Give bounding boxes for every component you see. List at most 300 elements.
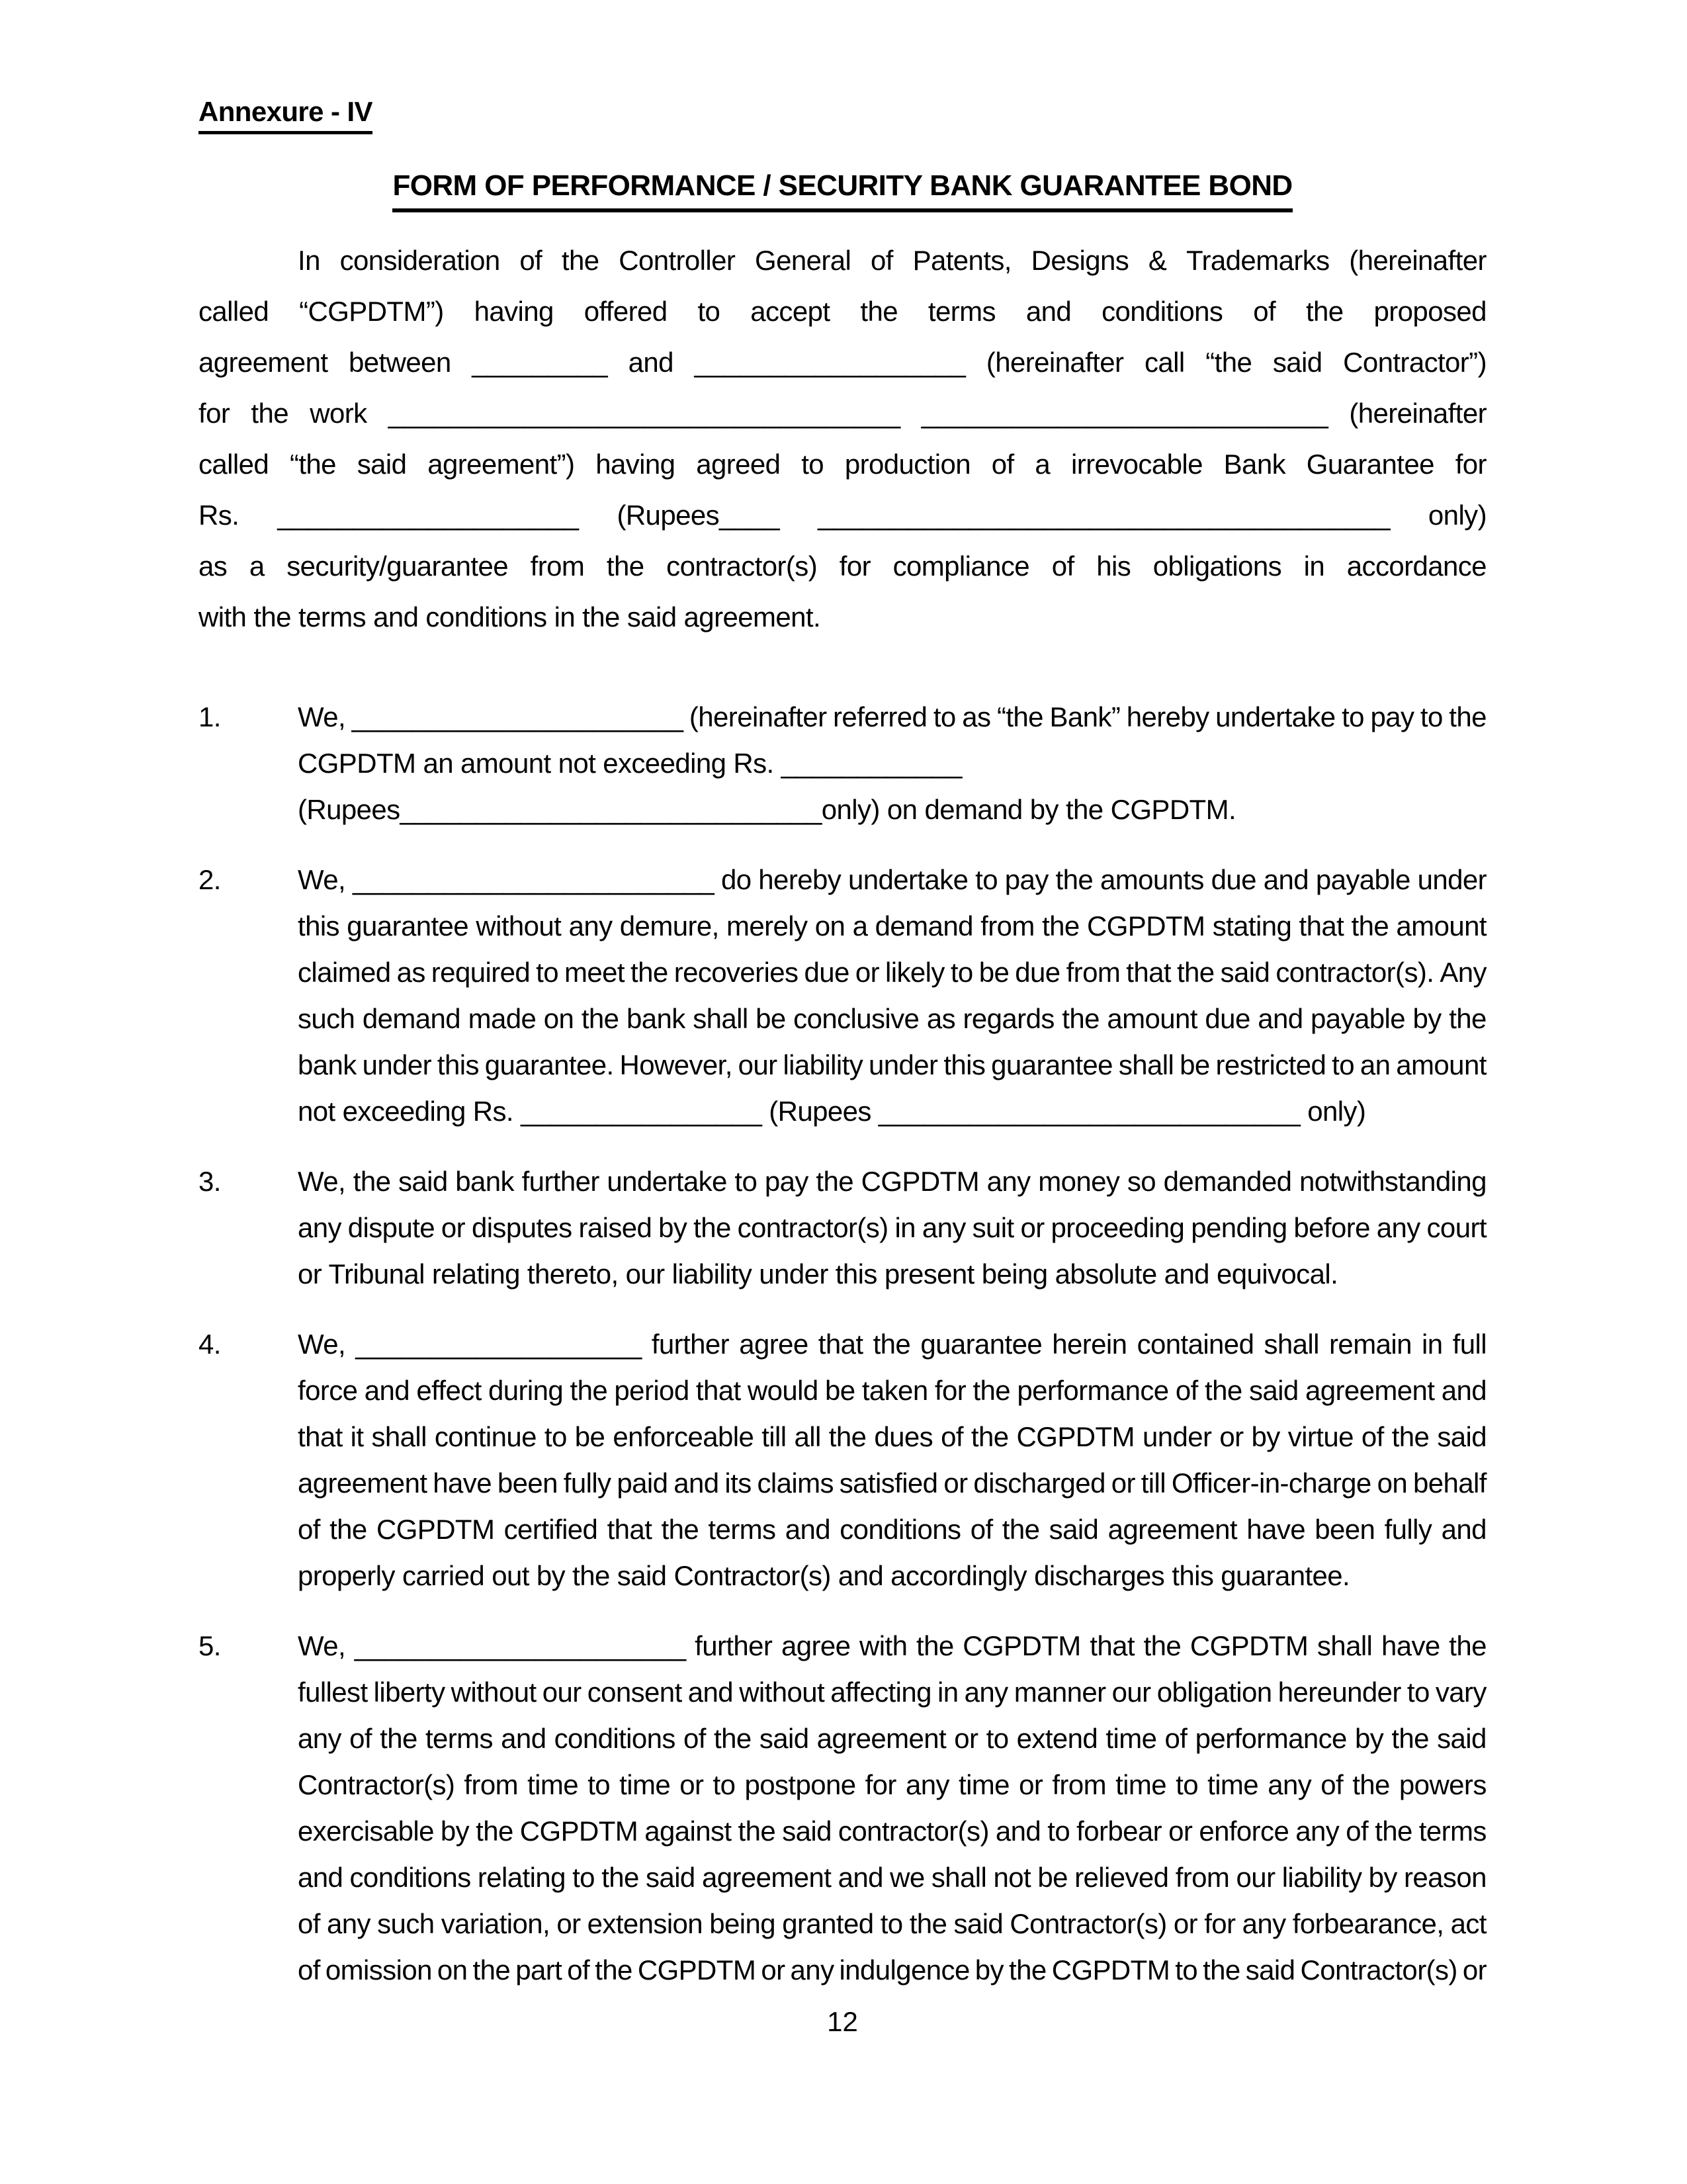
word-token: conclusive	[793, 1003, 920, 1034]
word-token: between	[349, 347, 451, 378]
word-token: as	[198, 550, 228, 582]
word-token: further	[695, 1630, 773, 1661]
word-token: time	[1115, 1769, 1167, 1800]
word-token: the	[1375, 1815, 1412, 1847]
blank-underline: ______________________	[351, 701, 683, 732]
word-token: (hereinafter	[1349, 398, 1487, 429]
text-line: (Rupees____________________________only) on demand by the CGPDTM.	[298, 794, 1236, 825]
word-token: contractor(s).	[1276, 957, 1434, 988]
word-token: to	[1406, 1677, 1430, 1708]
word-token: said	[1437, 1421, 1487, 1452]
numbered-item	[198, 1158, 1487, 1297]
word-token: the	[606, 550, 644, 582]
word-token: to	[975, 864, 998, 895]
word-token: this	[943, 1049, 986, 1080]
annexure-label-text: Annexure - IV	[198, 97, 372, 134]
text-line: not exceeding Rs. ________________ (Rupees ____________________________ only)	[298, 1096, 1366, 1127]
word-token: agreement	[701, 1862, 832, 1893]
document-title	[198, 169, 1487, 212]
word-token: or	[1462, 1954, 1487, 1986]
word-token: the	[1002, 1514, 1040, 1545]
word-token: CGPDTM	[1086, 910, 1205, 941]
word-token: remain	[1329, 1329, 1412, 1360]
word-token: on	[814, 910, 845, 941]
word-token: the	[1176, 957, 1215, 988]
text-line	[298, 1947, 1487, 1993]
word-token: powers	[1399, 1769, 1487, 1800]
word-token: said	[953, 1908, 1004, 1939]
word-token: be	[1037, 1862, 1068, 1893]
word-token: said	[646, 1862, 695, 1893]
word-token: to	[572, 1862, 595, 1893]
word-token: act	[1450, 1908, 1487, 1939]
word-token: behalf	[1412, 1467, 1487, 1499]
word-token: shall	[931, 1862, 987, 1893]
word-token: called	[198, 296, 269, 327]
word-token: the	[1351, 910, 1389, 941]
text-line: properly carried out by the said Contractor(s) and accordingly discharges this guarantee.	[298, 1560, 1350, 1591]
word-token: of	[298, 1514, 320, 1545]
blank-underline: ______________________________________	[818, 500, 1390, 531]
word-token: in	[937, 1677, 959, 1708]
word-token: &	[1148, 245, 1167, 276]
word-token: agree	[739, 1329, 808, 1360]
word-token: to	[950, 957, 973, 988]
word-token: the	[828, 1421, 867, 1452]
word-token: virtue	[1287, 1421, 1354, 1452]
word-token: for	[934, 1375, 967, 1406]
word-token: or	[855, 957, 879, 988]
word-token: the	[738, 1815, 776, 1847]
word-token: conditions	[840, 1514, 961, 1545]
blank-underline: ___________________________	[921, 398, 1328, 429]
word-token: have	[433, 1467, 492, 1499]
word-token: CGPDTM	[1190, 1630, 1309, 1661]
word-token: agreement	[1107, 1514, 1238, 1545]
word-token: enforceable	[613, 1421, 754, 1452]
intro-paragraph	[198, 235, 1487, 642]
word-token: taken	[861, 1375, 928, 1406]
text-line	[198, 388, 1487, 439]
text-line: CGPDTM an amount not exceeding Rs. ____________	[298, 748, 962, 779]
word-token: agree	[781, 1630, 851, 1661]
word-token: to	[536, 957, 558, 988]
word-token: of	[970, 1514, 993, 1545]
blank-underline: __________________________________	[388, 398, 900, 429]
word-token: Designs	[1031, 245, 1129, 276]
word-token: meet	[564, 957, 625, 988]
word-token: said	[1248, 1375, 1299, 1406]
word-token: said	[1437, 1723, 1487, 1754]
word-token: been	[497, 1467, 558, 1499]
blank-underline: __________________	[694, 347, 966, 378]
word-token: to	[1332, 1049, 1354, 1080]
word-token: so	[1127, 1166, 1156, 1197]
page-number: 12	[827, 2006, 858, 2037]
word-token: bank	[298, 1049, 357, 1080]
word-token: hereunder	[1277, 1677, 1401, 1708]
word-token: amount	[1107, 1003, 1197, 1034]
word-token: on	[437, 1954, 468, 1986]
word-token: CGPDTM	[963, 1630, 1081, 1661]
word-token: to	[801, 449, 824, 480]
word-token: as	[926, 1003, 955, 1034]
word-token: shall	[693, 1003, 748, 1034]
word-token: the	[380, 1723, 417, 1754]
blank-underline: ______________________	[354, 1630, 686, 1661]
word-token: Bank	[1223, 449, 1285, 480]
word-token: the	[595, 1954, 632, 1986]
word-token: the	[1305, 296, 1344, 327]
word-token: stating	[1212, 910, 1292, 941]
word-token: having	[474, 296, 554, 327]
word-token: agreement	[816, 1723, 947, 1754]
numbered-item	[198, 1623, 1487, 1993]
text-line	[198, 337, 1487, 388]
word-token: security/guarantee	[286, 550, 508, 582]
word-token: CGPDTM	[1051, 1954, 1170, 1986]
text-line	[298, 1716, 1487, 1762]
word-token: liability	[1281, 1862, 1362, 1893]
annexure-label	[198, 97, 1487, 134]
word-token: affecting	[830, 1677, 931, 1708]
text-line	[298, 1855, 1487, 1901]
word-token: to	[1047, 1815, 1070, 1847]
word-token: guarantee	[920, 1329, 1043, 1360]
word-token: of	[1175, 1375, 1198, 1406]
word-token: CGPDTM	[376, 1514, 495, 1545]
word-token: and	[687, 1677, 734, 1708]
word-token: and	[1263, 864, 1309, 895]
text-line	[298, 949, 1487, 996]
word-token: However,	[619, 1049, 732, 1080]
word-token: any	[568, 910, 613, 941]
word-token: forbear	[1076, 1815, 1162, 1847]
word-token: any	[1376, 1212, 1420, 1243]
blank-underline: ________________________	[352, 864, 714, 895]
word-token: irrevocable	[1071, 449, 1203, 480]
word-token: under	[869, 1049, 938, 1080]
word-token: (Rupees____	[617, 500, 780, 531]
word-token: be	[1180, 1049, 1210, 1080]
word-token: Bank”	[1049, 701, 1121, 732]
word-token: the	[1391, 1723, 1429, 1754]
word-token: the	[816, 1166, 853, 1197]
word-token: in	[1421, 1329, 1443, 1360]
word-token: court	[1426, 1212, 1487, 1243]
word-token: be	[978, 957, 1010, 988]
word-token: to	[697, 296, 720, 327]
word-token: called	[198, 449, 269, 480]
word-token: Guarantee	[1306, 449, 1434, 480]
word-token: certified	[503, 1514, 598, 1545]
text-line	[298, 1762, 1487, 1808]
word-token: made	[468, 1003, 537, 1034]
word-token: said	[782, 1815, 832, 1847]
word-token: raised	[578, 1212, 652, 1243]
word-token: pending	[1191, 1212, 1287, 1243]
numbered-item	[198, 857, 1487, 1135]
word-token: consideration	[339, 245, 500, 276]
word-token: having	[595, 449, 675, 480]
word-token: contractor(s)	[838, 1815, 989, 1847]
word-token: under	[362, 1049, 431, 1080]
word-token: during	[488, 1375, 564, 1406]
word-token: performance	[1195, 1723, 1347, 1754]
word-token: on	[1377, 1467, 1408, 1499]
word-token: his	[1096, 550, 1131, 582]
word-token: said	[357, 449, 407, 480]
word-token: said	[1049, 1514, 1099, 1545]
word-token: for	[865, 1769, 896, 1800]
word-token: (hereinafter	[986, 347, 1124, 378]
text-line	[298, 1368, 1487, 1414]
numbered-item	[198, 694, 1487, 833]
word-token: obligations	[1152, 550, 1281, 582]
word-token: further	[521, 1166, 599, 1197]
word-token: shall	[371, 1421, 427, 1452]
word-token: (hereinafter	[689, 701, 827, 732]
word-token: extension	[587, 1908, 703, 1939]
word-token: shall	[1317, 1630, 1373, 1661]
word-token: our	[542, 1677, 582, 1708]
word-token: the	[693, 1212, 731, 1243]
word-token: terms	[928, 296, 996, 327]
word-token: the	[1143, 1630, 1182, 1661]
word-token: liability	[783, 1049, 863, 1080]
word-token: relating	[477, 1862, 566, 1893]
word-token: by	[1354, 1723, 1384, 1754]
word-token: the	[570, 1375, 608, 1406]
word-token: the	[1042, 910, 1080, 941]
word-token: continue	[434, 1421, 537, 1452]
word-token: or	[1168, 1815, 1193, 1847]
word-token: exercisable	[298, 1815, 434, 1847]
blank-underline: ____________________	[277, 500, 579, 531]
word-token: the	[601, 1862, 639, 1893]
word-token: Any	[1440, 957, 1487, 988]
word-token: guarantee	[991, 1049, 1113, 1080]
text-line	[198, 541, 1487, 591]
word-token: to	[734, 1166, 757, 1197]
word-token: said	[759, 1723, 809, 1754]
word-token: any	[327, 1908, 370, 1939]
word-token: guarantee	[347, 910, 469, 941]
word-token: of	[1164, 1723, 1188, 1754]
word-token: be	[824, 1375, 855, 1406]
word-token: CGPDTM	[637, 1954, 756, 1986]
word-token: postpone	[744, 1769, 856, 1800]
word-token: have	[1381, 1630, 1440, 1661]
word-token: or	[1219, 1421, 1244, 1452]
word-token: to	[587, 1769, 611, 1800]
document-title-text: FORM OF PERFORMANCE / SECURITY BANK GUARANTEE BOND	[392, 169, 1292, 212]
item-number: 1.	[198, 701, 221, 732]
word-token: be	[574, 1421, 605, 1452]
word-token: and	[1258, 1003, 1303, 1034]
word-token: of	[298, 1908, 320, 1939]
word-token: a	[1035, 449, 1051, 480]
word-token: demand	[362, 1003, 461, 1034]
word-token: said	[1245, 1954, 1295, 1986]
word-token: effect	[416, 1375, 482, 1406]
word-token: referred	[833, 701, 928, 732]
word-token: any	[298, 1723, 341, 1754]
word-token: satisfied	[839, 1467, 938, 1499]
word-token: Controller	[619, 245, 736, 276]
word-token: of	[683, 1723, 706, 1754]
word-token: variation,	[441, 1908, 550, 1939]
word-token: conditions	[554, 1723, 675, 1754]
text-line	[298, 1205, 1487, 1251]
word-token: Rs.	[198, 500, 239, 531]
word-token: said	[1220, 957, 1270, 988]
word-token: claims	[757, 1467, 834, 1499]
word-token: to	[1175, 1954, 1198, 1986]
word-token: proposed	[1373, 296, 1487, 327]
numbered-items	[198, 694, 1487, 1993]
word-token: the	[1203, 1954, 1240, 1986]
word-token: We,	[298, 1630, 346, 1661]
word-token: agreement”)	[427, 449, 575, 480]
word-token: fullest	[298, 1677, 368, 1708]
word-token: enforce	[1199, 1815, 1289, 1847]
word-token: accept	[750, 296, 830, 327]
word-token: any	[922, 1212, 966, 1243]
word-token: discharged	[973, 1467, 1105, 1499]
text-line	[298, 1321, 1487, 1368]
word-token: CGPDTM	[861, 1166, 980, 1197]
text-line	[198, 439, 1487, 490]
word-token: to	[713, 1769, 736, 1800]
word-token: and	[298, 1862, 343, 1893]
word-token: before	[1293, 1212, 1370, 1243]
word-token: to	[1342, 701, 1364, 732]
word-token: undertake	[847, 864, 969, 895]
word-token: Trademarks	[1186, 245, 1330, 276]
word-token: the	[472, 1954, 511, 1986]
item-number: 2.	[198, 864, 221, 895]
word-token: to	[1176, 1769, 1198, 1800]
word-token: an	[1360, 1049, 1391, 1080]
word-token: that	[1299, 910, 1344, 941]
item-number: 4.	[198, 1329, 221, 1360]
word-token: to	[544, 1421, 567, 1452]
word-token: and	[501, 1723, 546, 1754]
word-token: offered	[584, 296, 668, 327]
word-token: amounts	[1100, 864, 1204, 895]
word-token: against	[644, 1815, 732, 1847]
text-line	[198, 235, 1487, 286]
word-token: or	[1019, 1769, 1043, 1800]
word-token: of	[991, 449, 1014, 480]
word-token: of	[871, 245, 893, 276]
word-token: fully	[1384, 1514, 1432, 1545]
word-token: of	[567, 1954, 590, 1986]
word-token: agreement	[198, 347, 328, 378]
word-token: reason	[1404, 1862, 1487, 1893]
word-token: further	[651, 1329, 730, 1360]
text-line	[298, 903, 1487, 949]
word-token: its	[724, 1467, 752, 1499]
word-token: the	[1449, 1630, 1487, 1661]
word-token: the	[909, 1908, 947, 1939]
word-token: “the	[996, 701, 1043, 732]
word-token: part	[515, 1954, 562, 1986]
word-token: the	[561, 245, 599, 276]
word-token: been	[1315, 1514, 1375, 1545]
word-token: the	[630, 957, 668, 988]
word-token: the	[476, 1815, 513, 1847]
word-token: any	[790, 1954, 834, 1986]
word-token: amount	[1396, 1049, 1487, 1080]
word-token: shall	[1118, 1049, 1174, 1080]
word-token: that	[1126, 957, 1171, 988]
word-token: due	[1205, 1003, 1250, 1034]
word-token: would	[747, 1375, 818, 1406]
word-token: accordance	[1346, 550, 1487, 582]
word-token: and	[1441, 1375, 1487, 1406]
word-token: any	[986, 1166, 1031, 1197]
word-token: due	[1211, 864, 1256, 895]
word-token: to	[1420, 701, 1443, 732]
word-token: from	[980, 910, 1035, 941]
text-line	[298, 1808, 1487, 1855]
word-token: obligation	[1156, 1677, 1272, 1708]
word-token: by	[1251, 1421, 1280, 1452]
word-token: of	[349, 1723, 372, 1754]
word-token: compliance	[892, 550, 1030, 582]
word-token: and	[364, 1375, 410, 1406]
word-token: Contractor(s)	[1010, 1908, 1167, 1939]
text-line: with the terms and conditions in the said agreement.	[198, 601, 821, 633]
word-token: bank	[455, 1166, 514, 1197]
word-token: the	[971, 1421, 1009, 1452]
word-token: the	[581, 1003, 619, 1034]
word-token: relieved	[1074, 1862, 1169, 1893]
word-token: suit	[972, 1212, 1014, 1243]
word-token: granted	[782, 1908, 874, 1939]
item-number: 5.	[198, 1630, 221, 1661]
word-token: from	[464, 1769, 518, 1800]
word-token: for	[198, 398, 230, 429]
word-token: regards	[963, 1003, 1055, 1034]
word-token: We,	[298, 701, 346, 732]
blank-underline: ___________________	[355, 1329, 642, 1360]
word-token: be	[756, 1003, 786, 1034]
word-token: for	[1204, 1908, 1236, 1939]
word-token: contained	[1137, 1329, 1254, 1360]
word-token: without	[476, 910, 562, 941]
word-token: and	[785, 1514, 830, 1545]
word-token: “the	[1205, 347, 1252, 378]
word-token: Contractor(s)	[1300, 1954, 1457, 1986]
word-token: such	[377, 1908, 435, 1939]
word-token: the	[1055, 864, 1094, 895]
word-token: indulgence	[839, 1954, 970, 1986]
word-token: consent	[587, 1677, 682, 1708]
word-token: from	[1175, 1862, 1230, 1893]
word-token: this	[298, 910, 339, 941]
word-token: Officer-in-charge	[1171, 1467, 1371, 1499]
text-line: or Tribunal relating thereto, our liability under this present being absolute and equivocal.	[298, 1258, 1338, 1289]
word-token: in	[1303, 550, 1325, 582]
word-token: that	[818, 1329, 863, 1360]
word-token: notwithstanding	[1299, 1166, 1487, 1197]
word-token: the	[714, 1723, 752, 1754]
word-token: performance	[1017, 1375, 1169, 1406]
numbered-item	[198, 1321, 1487, 1599]
